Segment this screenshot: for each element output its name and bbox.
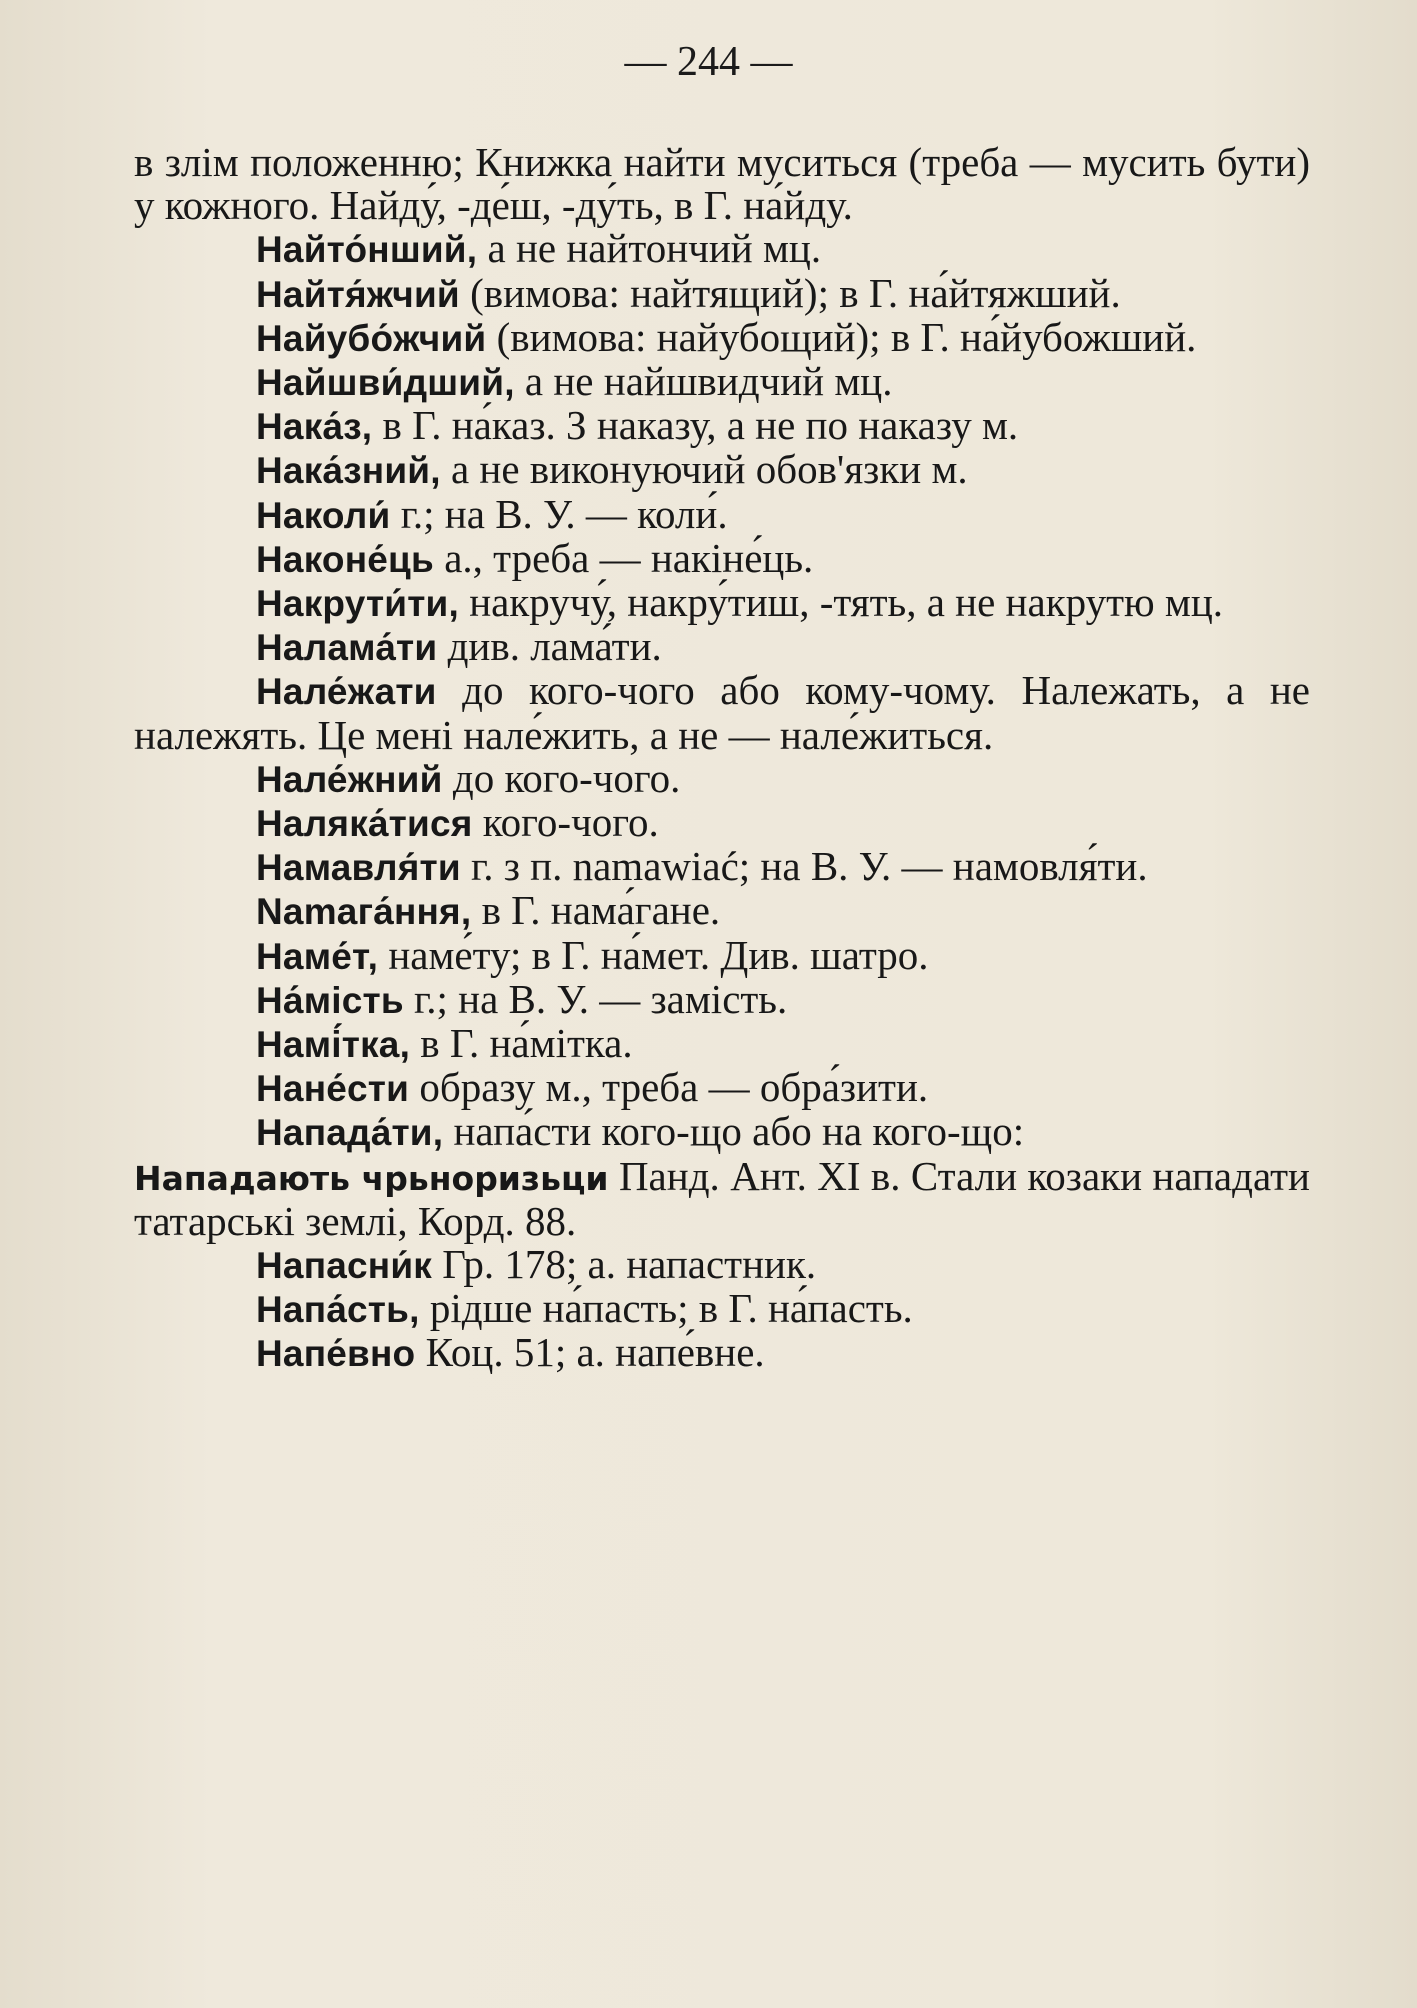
dictionary-entry (134, 490, 1310, 537)
dictionary-entry (134, 801, 1310, 845)
headword: Нале́жний (256, 758, 443, 800)
dictionary-entry (134, 227, 1310, 271)
entry-body: до кого-чого. (442, 754, 681, 801)
entry-body: в злім положенню; Книжка найти муситься (треба — мусить бути) у кожного. Найду́, -де́ш, -ду́ть, в Г. на́йду. (134, 139, 1310, 229)
headword: Нале́жати (256, 671, 437, 713)
church-slavonic-quote: Нападають чрьнориз‍ьци (134, 1158, 609, 1198)
headword: Напе́вно (256, 1333, 416, 1375)
entry-body: (вимова: найубощий); в Г. на́йубожший. (486, 313, 1197, 360)
headword: Наколи́ (256, 494, 391, 536)
headword: Напада́ти, (256, 1112, 444, 1154)
headword: Наконе́ць (256, 538, 434, 580)
headword: Найшви́дший, (256, 362, 515, 404)
quotation-line (134, 1152, 1310, 1244)
page-number: — 244 — (624, 39, 793, 85)
dictionary-entry (134, 1110, 1310, 1154)
headword: Напасни́к (256, 1245, 433, 1287)
entry-body: рідше на́пасть; в Г. на́пасть. (419, 1285, 913, 1332)
dictionary-entry (134, 1287, 1310, 1331)
entry-body: в Г. на́каз. З наказу, а не по наказу м. (372, 402, 1019, 449)
entry-body: а., треба — накіне́ць. (433, 534, 814, 581)
dictionary-entry (134, 581, 1310, 625)
headword: Нане́сти (256, 1068, 410, 1110)
entry-body: Панд. Ант. XI в. Стали козаки нападати татарські землі, Корд. 88. (134, 1152, 1310, 1244)
entry-body: Гр. 178; а. напастник. (432, 1241, 817, 1288)
dictionary-entry (134, 975, 1310, 1022)
dictionary-entry (134, 669, 1310, 756)
dictionary-entry (134, 1066, 1310, 1110)
headword: Налама́ти (256, 627, 438, 669)
headword: Нака́зний, (256, 450, 441, 492)
dictionary-entry (134, 1022, 1310, 1066)
entry-body: в Г. нама́гане. (471, 887, 721, 934)
headword: Намі́тка, (256, 1024, 411, 1066)
dictionary-entry (134, 313, 1310, 360)
dictionary-entry (134, 889, 1310, 933)
entry-body: наме́ту; в Г. на́мет. Див. шатро. (378, 931, 929, 978)
entry-body: а не найшвидчий мц. (514, 358, 893, 405)
entry-body: образу м., треба — обра́зити. (409, 1064, 929, 1111)
entry-body: (вимова: найтящий); в Г. на́йтяжший. (459, 269, 1121, 316)
dictionary-entry (134, 931, 1310, 978)
entry-body: Коц. 51; а. напе́вне. (415, 1329, 765, 1376)
dictionary-entry (134, 269, 1310, 316)
headword: Найтя́жчий (256, 273, 460, 315)
dictionary-entry (134, 448, 1310, 492)
entry-body: див. лама́ти. (437, 623, 662, 670)
dictionary-entry (134, 404, 1310, 448)
dictionary-entry (134, 625, 1310, 669)
entry-body: а не виконуючий обов'язки м. (440, 446, 968, 493)
entry-body: в Г. на́мітка. (410, 1020, 633, 1067)
entry-body: до кого-чого або кому-чому. Належать, а не належять. Це мені нале́жить, а не — нале́житься. (134, 667, 1310, 758)
headword: Нака́з, (256, 406, 373, 448)
dictionary-entry (134, 845, 1310, 889)
headword: Наме́т, (256, 935, 379, 977)
entry-body: а не найтончий мц. (477, 225, 822, 272)
headword: Namaга́ння, (256, 891, 472, 933)
headword: Найто́нший, (256, 229, 478, 271)
headword: На́мість (256, 979, 404, 1021)
headword: Накрути́ти, (256, 583, 459, 625)
headword: Найубо́жчий (256, 317, 487, 359)
dictionary-entry (134, 1331, 1310, 1375)
dictionary-entry (134, 1243, 1310, 1287)
headword: Наляка́тися (256, 803, 473, 845)
entry-body: накручу́, накру́тиш, -тять, а не накрутю мц. (458, 579, 1224, 626)
headword: Намавля́ти (256, 847, 461, 889)
entry-body: г.; на В. У. — замість. (403, 975, 788, 1022)
entry-continuation (134, 141, 1310, 227)
entry-body: г.; на В. У. — коли́. (390, 490, 728, 537)
dictionary-entry (134, 360, 1310, 404)
dictionary-entry (134, 754, 1310, 801)
entry-body: напа́сти кого-що або на кого-що: (443, 1108, 1025, 1155)
entry-body: кого-чого. (472, 799, 659, 846)
headword: Напа́сть, (256, 1289, 420, 1331)
dictionary-text (134, 141, 1310, 1376)
dictionary-entry (134, 534, 1310, 581)
entry-body: г. з п. namawiać; на В. У. — намовля́ти. (460, 843, 1148, 890)
